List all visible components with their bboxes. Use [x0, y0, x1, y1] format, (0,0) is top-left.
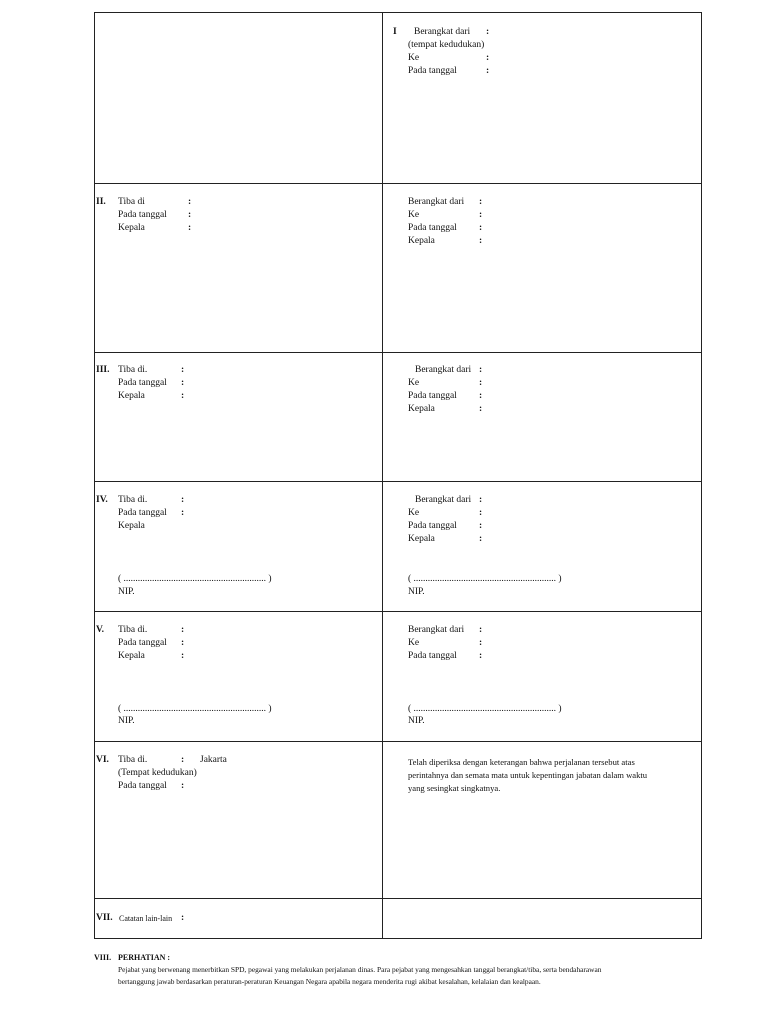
colon: :	[479, 508, 483, 518]
colon: :	[479, 495, 483, 505]
verification-statement: Telah diperiksa dengan keterangan bahwa perjalanan tersebut atas perintahnya dan semata mata untuk kepentingan jabatan dalam waktu yang sesingkat singkatnya.	[408, 757, 648, 793]
colon: :	[181, 755, 185, 765]
colon: :	[479, 534, 483, 544]
head-label: Kepala	[118, 651, 145, 661]
arrive-at-label: Tiba di.	[118, 625, 148, 635]
signature-line: ( ............................................................ )	[408, 704, 562, 714]
date-label: Pada tanggal	[118, 508, 167, 518]
row-divider	[94, 741, 702, 742]
signature-line: ( ............................................................ )	[408, 574, 562, 584]
section-number: VII.	[96, 913, 113, 923]
nip-label: NIP.	[408, 587, 425, 597]
to-label: Ke	[408, 210, 420, 220]
section-number: V.	[96, 625, 105, 635]
colon: :	[181, 913, 185, 923]
form-table	[94, 12, 702, 939]
colon: :	[181, 781, 185, 791]
colon: :	[181, 378, 185, 388]
colon: :	[181, 638, 185, 648]
colon: :	[188, 223, 192, 233]
date-label: Pada tanggal	[118, 210, 167, 220]
row-divider	[94, 898, 702, 899]
depart-from-label: Berangkat dari	[414, 27, 471, 37]
attention-body: Pejabat yang berwenang menerbitkan SPD, pegawai yang melakukan perjalanan dinas. Para pejabat yang mengesahkan tanggal berangkat/tiba, serta bendaharawan bertanggung jawab berdasarkan peraturan-peraturan Keuangan Negara apabila negara menderita rugi akibat kesalahan, kelalaian dan kealpaan.	[118, 965, 602, 986]
row-divider	[94, 611, 702, 612]
depart-from-label: Berangkat dari	[408, 625, 465, 635]
depart-from-label: Berangkat dari	[408, 197, 465, 207]
section-number: VIII.	[94, 953, 112, 962]
depart-from-label: Berangkat dari	[415, 365, 472, 375]
attention-title: PERHATIAN :	[118, 953, 171, 962]
colon: :	[479, 197, 483, 207]
nip-label: NIP.	[408, 716, 425, 726]
colon: :	[479, 404, 483, 414]
colon: :	[479, 365, 483, 375]
section-number: II.	[96, 197, 106, 207]
date-label: Pada tanggal	[408, 66, 457, 76]
signature-line: ( ............................................................ )	[118, 704, 272, 714]
colon: :	[479, 378, 483, 388]
origin-note: (Tempat kedudukan)	[118, 768, 197, 778]
colon: :	[181, 495, 185, 505]
date-label: Pada tanggal	[408, 223, 457, 233]
head-label: Kepala	[408, 236, 435, 246]
head-label: Kepala	[408, 534, 435, 544]
colon: :	[181, 365, 185, 375]
to-label: Ke	[408, 378, 420, 388]
other-notes-label: Catatan lain-lain	[119, 914, 173, 923]
colon: :	[479, 391, 483, 401]
nip-label: NIP.	[118, 716, 135, 726]
colon: :	[181, 651, 185, 661]
depart-from-label: Berangkat dari	[415, 495, 472, 505]
arrive-at-label: Tiba di	[118, 197, 145, 207]
head-label: Kepala	[408, 404, 435, 414]
arrive-at-label: Tiba di.	[118, 755, 148, 765]
column-divider	[382, 12, 383, 939]
to-label: Ke	[408, 638, 420, 648]
section-number: VI.	[96, 755, 109, 765]
colon: :	[486, 53, 490, 63]
colon: :	[479, 223, 483, 233]
arrive-at-value: Jakarta	[200, 755, 227, 765]
head-label: Kepala	[118, 223, 145, 233]
colon: :	[479, 625, 483, 635]
colon: :	[181, 508, 185, 518]
colon: :	[479, 521, 483, 531]
to-label: Ke	[408, 53, 420, 63]
head-label: Kepala	[118, 521, 145, 531]
head-label: Kepala	[118, 391, 145, 401]
origin-note: (tempat kedudukan)	[408, 40, 485, 50]
arrive-at-label: Tiba di.	[118, 365, 148, 375]
row-divider	[94, 352, 702, 353]
row-divider	[94, 481, 702, 482]
nip-label: NIP.	[118, 587, 135, 597]
date-label: Pada tanggal	[408, 391, 457, 401]
colon: :	[188, 210, 192, 220]
date-label: Pada tanggal	[408, 651, 457, 661]
date-label: Pada tanggal	[408, 521, 457, 531]
colon: :	[181, 625, 185, 635]
colon: :	[486, 27, 490, 37]
arrive-at-label: Tiba di.	[118, 495, 148, 505]
colon: :	[181, 391, 185, 401]
colon: :	[479, 236, 483, 246]
section-number: I	[393, 27, 397, 37]
colon: :	[188, 197, 192, 207]
colon: :	[479, 210, 483, 220]
row-divider	[94, 183, 702, 184]
colon: :	[486, 66, 490, 76]
colon: :	[479, 638, 483, 648]
date-label: Pada tanggal	[118, 781, 167, 791]
colon: :	[479, 651, 483, 661]
section-number: IV.	[96, 495, 108, 505]
to-label: Ke	[408, 508, 420, 518]
date-label: Pada tanggal	[118, 378, 167, 388]
section-number: III.	[96, 365, 110, 375]
date-label: Pada tanggal	[118, 638, 167, 648]
signature-line: ( ............................................................ )	[118, 574, 272, 584]
